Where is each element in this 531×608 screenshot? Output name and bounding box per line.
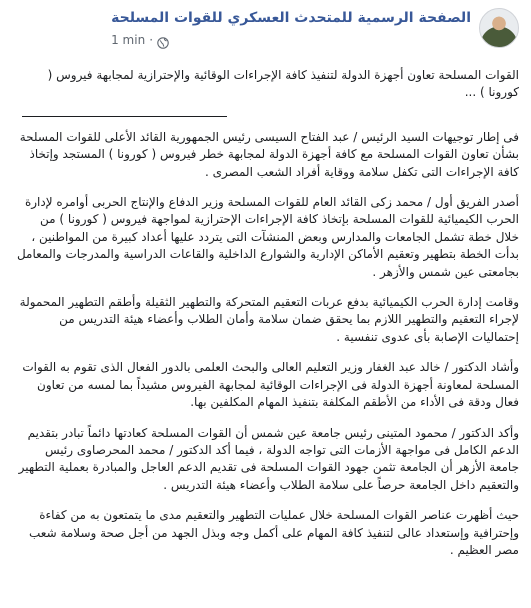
post-header bbox=[14, 0, 519, 62]
divider-line bbox=[22, 116, 227, 117]
post-body bbox=[14, 67, 519, 559]
paragraph-5: وأكد الدكتور / محمود المتينى رئيس جامعة عين شمس أن القوات المسلحة كعادتها دائماً تبادر بتقديم الدعم الكامل فى مواجهة الأزمات التى تواجه الدولة ، فيما أكد الدكتور / محمد المحرصاوى رئيس جامعة الأزهر أن الجامعة تثمن جهود القوات المسلحة فى تقديم الدعم العاجل والمبادرة بعملية التطهير والتعقيم داخل الجامعة حرصاً على سلامة الطلاب وأعضاء هيئة التدريس . bbox=[18, 425, 519, 492]
page-avatar[interactable] bbox=[479, 8, 519, 48]
paragraph-3: وقامت إدارة الحرب الكيميائية بدفع عربات التعقيم المتحركة والتطهير الثقيلة وأطقم التطهير المحمولة لإجراء التعقيم والتطهير اللازم بما يحقق ضمان سلامة وأمان الطلاب وأعضاء هيئة التدريس من إحتماليات الإصابة بأى عدوى تنفسية . bbox=[19, 295, 519, 344]
paragraph-4: وأشاد الدكتور / خالد عبد الغفار وزير التعليم العالى والبحث العلمى بالدور الفعال الذى تقوم به القوات المسلحة لمعاونة أجهزة الدولة فى الإجراءات الوقائية لمجابهة الفيروس مشيداً بما لمسه من تعاون فعال ودقة فى الأداء من الأطقم المكلفة بتنفيذ المهام المكلفين بها. bbox=[22, 360, 519, 410]
post-meta bbox=[111, 8, 471, 47]
post-title: القوات المسلحة تعاون أجهزة الدولة لتنفيذ كافة الإجراءات الوقائية والإحترازية لمجابهة فيروس ( كورونا ) ... bbox=[47, 68, 519, 100]
paragraph-2: أصدر الفريق أول / محمد زكى القائد العام للقوات المسلحة وزير الدفاع والإنتاج الحربى أوامره لإدارة الحرب الكيميائية للقوات المسلحة بإتخاذ كافة الإجراءات الإحترازية لمواجهة فيروس ( كورونا ) من خلال خطة تشمل الجامعات والمدارس وبعض المنشآت التى يتردد عليها أعداد كبيرة من المواطنين ، بدأت الخطة بتطهير وتعقيم الأماكن الإدارية والشوارع الداخلية والقاعات الدراسية والمدرجات والمعامل بجامعتى عين شمس والأزهر . bbox=[16, 195, 519, 279]
paragraph-1: فى إطار توجيهات السيد الرئيس / عبد الفتاح السيسى رئيس الجمهورية القائد الأعلى للقوات المسلحة بشأن تعاون القوات المسلحة مع كافة أجهزة الدولة لمجابهة خطر فيروس ( كورونا ) المستجد وإتخاذ كافة الإجراءات التى تكفل سلامة ووقاية أفراد الشعب المصرى . bbox=[19, 129, 519, 179]
timestamp-row bbox=[111, 33, 169, 47]
page-name-link[interactable]: الصفحة الرسمية للمتحدث العسكري للقوات المسلحة bbox=[111, 10, 471, 26]
separator-dot: · bbox=[149, 33, 154, 47]
divider-wrap bbox=[14, 112, 519, 129]
globe-icon[interactable] bbox=[157, 34, 169, 46]
post-timestamp[interactable]: 1 min bbox=[111, 33, 146, 47]
paragraph-6: حيث أظهرت عناصر القوات المسلحة خلال عمليات التطهير والتعقيم مدى ما يتمتعون به من كفاءة وإحترافية وإستعداد عالى لتنفيذ كافة المهام على أكمل وجه وبذل الجهد من أجل صحة وسلامة شعب مصر العظيم . bbox=[29, 508, 519, 557]
